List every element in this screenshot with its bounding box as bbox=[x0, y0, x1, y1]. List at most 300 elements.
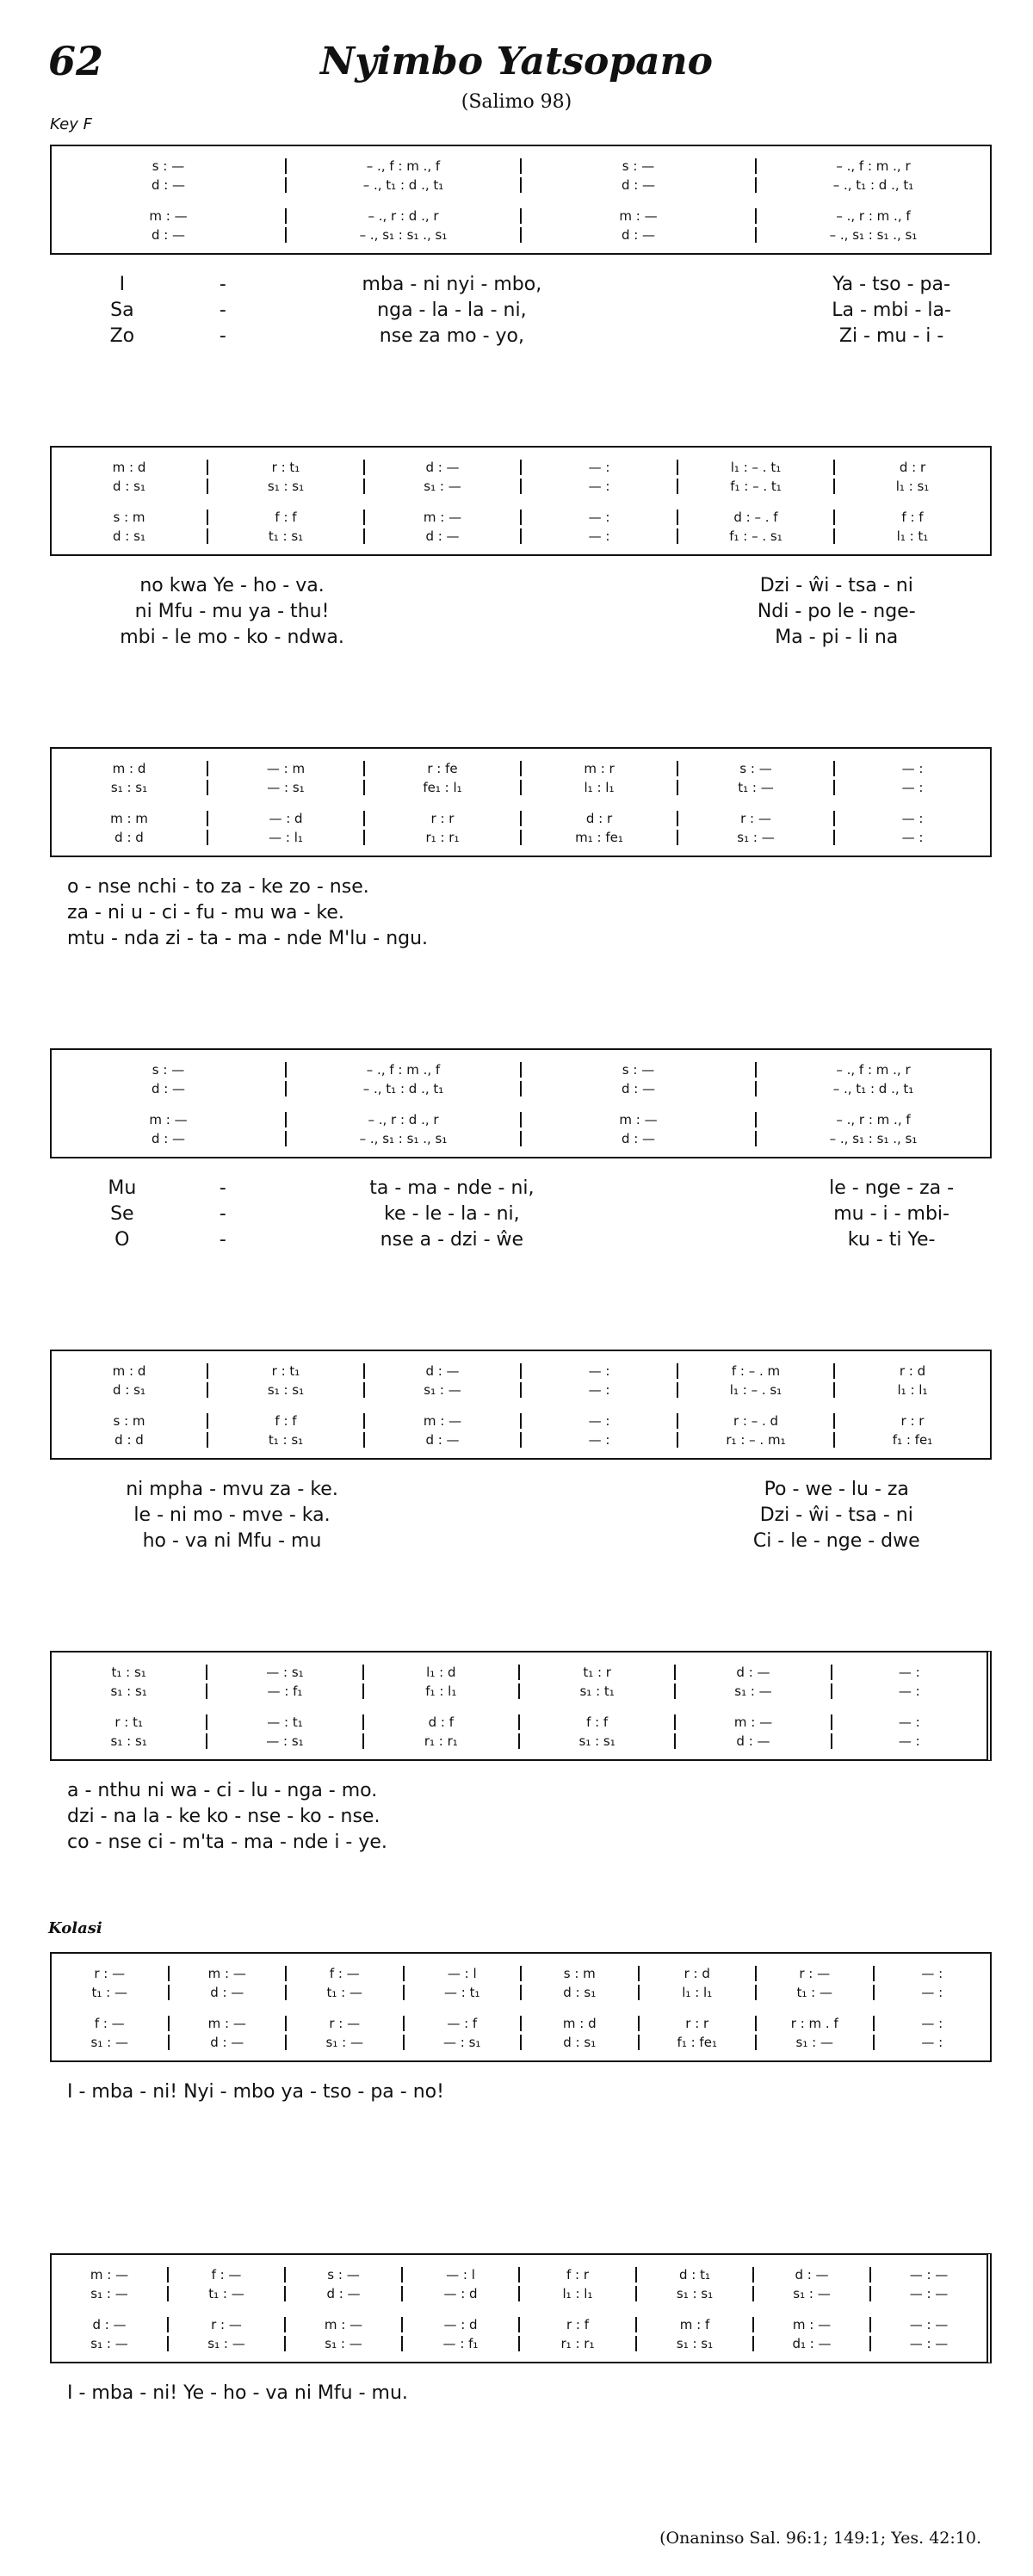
lyric-segment: ni Mfu - mu ya - thu! bbox=[134, 601, 330, 622]
solfa-measure: f : f bbox=[833, 510, 990, 525]
solfa-measure: f₁ : fe₁ bbox=[638, 2035, 756, 2050]
staff-system bbox=[50, 1048, 992, 1158]
solfa-measure: s₁ : s₁ bbox=[110, 1683, 147, 1699]
solfa-measure: d : f bbox=[362, 1714, 518, 1730]
solfa-measure: m : — bbox=[752, 2317, 869, 2332]
solfa-measure: m : — bbox=[363, 510, 520, 525]
solfa-measure: m : r bbox=[520, 761, 677, 776]
solfa-measure: l₁ : l₁ bbox=[833, 1382, 990, 1398]
solfa-measure: s : — bbox=[677, 761, 833, 776]
solfa-measure: f₁ : – . s₁ bbox=[677, 528, 833, 544]
solfa-measure: d : — bbox=[674, 1733, 830, 1749]
solfa-measure: m : — bbox=[363, 1413, 520, 1429]
solfa-measure: d : d bbox=[114, 830, 144, 845]
solfa-measure: f : — bbox=[285, 1966, 403, 1981]
solfa-measure: — : — bbox=[869, 2336, 987, 2351]
solfa-measure: — : bbox=[520, 1363, 677, 1379]
solfa-measure: — : l bbox=[403, 1966, 521, 1981]
solfa-row bbox=[52, 1081, 990, 1096]
solfa-measure: s : m bbox=[113, 510, 145, 525]
solfa-measure: – ., r : d ., r bbox=[285, 1112, 520, 1127]
solfa-measure: – ., f : m ., f bbox=[285, 158, 520, 174]
solfa-row bbox=[52, 1131, 990, 1146]
solfa-measure: — : f₁ bbox=[401, 2336, 518, 2351]
lyric-line bbox=[67, 575, 983, 597]
solfa-measure: — : bbox=[520, 1382, 677, 1398]
staff-system bbox=[50, 1651, 992, 1761]
solfa-measure: — : bbox=[833, 761, 990, 776]
lyric-segment: le - ni mo - mve - ka. bbox=[133, 1504, 331, 1526]
solfa-measure: — : l bbox=[401, 2267, 518, 2283]
solfa-measure: — : bbox=[520, 460, 677, 475]
lyric-segment: Ma - pi - li na bbox=[775, 627, 899, 648]
solfa-row bbox=[52, 2016, 990, 2031]
lyric-segment: - bbox=[219, 1229, 226, 1251]
solfa-measure: s₁ : s₁ bbox=[635, 2286, 752, 2301]
solfa-measure: — : bbox=[873, 2035, 991, 2050]
solfa-measure: f : f bbox=[207, 1413, 363, 1429]
lyric-segment: - bbox=[219, 325, 226, 347]
solfa-measure: s₁ : s₁ bbox=[207, 1382, 363, 1398]
lyric-segment: Sa bbox=[110, 300, 134, 321]
solfa-measure: – ., s₁ : s₁ ., s₁ bbox=[285, 1131, 520, 1146]
solfa-measure: r : d bbox=[638, 1966, 756, 1981]
lyric-segment: - bbox=[219, 1203, 226, 1225]
solfa-measure: — : bbox=[833, 830, 990, 845]
solfa-measure: d : r bbox=[833, 460, 990, 475]
solfa-measure: r : r bbox=[638, 2016, 756, 2031]
solfa-measure: d : — bbox=[520, 227, 755, 243]
solfa-measure: m : — bbox=[149, 1112, 188, 1127]
lyric-segment: le - nge - za - bbox=[829, 1177, 955, 1199]
solfa-row bbox=[52, 830, 990, 845]
solfa-row bbox=[52, 1413, 990, 1429]
staff-system bbox=[50, 2253, 992, 2363]
page-number: 62 bbox=[48, 38, 104, 84]
solfa-measure: l₁ : l₁ bbox=[520, 780, 677, 795]
lyric-segment: ho - va ni Mfu - mu bbox=[142, 1530, 322, 1552]
lyric-segment: mtu - nda zi - ta - ma - nde M'lu - ngu. bbox=[67, 928, 429, 949]
lyric-line bbox=[67, 1780, 983, 1802]
solfa-measure: – ., s₁ : s₁ ., s₁ bbox=[755, 227, 990, 243]
lyric-segment: a - nthu ni wa - ci - lu - nga - mo. bbox=[67, 1780, 378, 1801]
solfa-row bbox=[52, 1363, 990, 1379]
solfa-row bbox=[52, 208, 990, 224]
solfa-measure: d : s₁ bbox=[520, 1985, 638, 2000]
solfa-measure: m : — bbox=[168, 1966, 286, 1981]
solfa-row bbox=[52, 2317, 987, 2332]
lyric-line bbox=[67, 1504, 983, 1527]
solfa-measure: f₁ : – . t₁ bbox=[677, 479, 833, 494]
solfa-measure: f : f bbox=[518, 1714, 674, 1730]
solfa-measure: – ., t₁ : d ., t₁ bbox=[285, 177, 520, 193]
solfa-measure: d : t₁ bbox=[635, 2267, 752, 2283]
solfa-measure: l₁ : – . t₁ bbox=[677, 460, 833, 475]
solfa-measure: r : d bbox=[833, 1363, 990, 1379]
solfa-measure: m : d bbox=[112, 1363, 146, 1379]
solfa-measure: — : — bbox=[869, 2267, 987, 2283]
solfa-measure: f : — bbox=[167, 2267, 284, 2283]
solfa-measure: r : m . f bbox=[755, 2016, 873, 2031]
lyric-segment: I - mba - ni! Ye - ho - va ni Mfu - mu. bbox=[67, 2382, 408, 2404]
lyric-segment: Zi - mu - i - bbox=[838, 325, 944, 347]
solfa-measure: r : — bbox=[677, 811, 833, 826]
solfa-row bbox=[52, 1966, 990, 1981]
lyric-line bbox=[67, 1806, 983, 1828]
lyric-segment: mba - ni nyi - mbo, bbox=[362, 274, 542, 295]
lyric-segment: - bbox=[219, 1177, 226, 1199]
solfa-measure: d : s₁ bbox=[113, 479, 145, 494]
solfa-measure: s₁ : — bbox=[677, 830, 833, 845]
solfa-measure: r : — bbox=[285, 2016, 403, 2031]
solfa-measure: m : — bbox=[168, 2016, 286, 2031]
solfa-measure: m : d bbox=[520, 2016, 638, 2031]
solfa-measure: r : r bbox=[363, 811, 520, 826]
solfa-measure: — : bbox=[520, 510, 677, 525]
solfa-measure: r : — bbox=[94, 1966, 126, 1981]
solfa-measure: t₁ : s₁ bbox=[207, 1432, 363, 1448]
lyric-segment: no kwa Ye - ho - va. bbox=[139, 575, 325, 596]
solfa-measure: m : — bbox=[149, 208, 188, 224]
solfa-measure: s₁ : s₁ bbox=[207, 479, 363, 494]
solfa-measure: s₁ : — bbox=[674, 1683, 830, 1699]
solfa-row bbox=[52, 811, 990, 826]
solfa-measure: m : m bbox=[110, 811, 148, 826]
page-title: Nyimbo Yatsopano bbox=[319, 40, 714, 83]
solfa-measure: t₁ : — bbox=[167, 2286, 284, 2301]
solfa-measure: d : — bbox=[363, 460, 520, 475]
solfa-measure: r : r bbox=[833, 1413, 990, 1429]
page-subtitle: (Salimo 98) bbox=[461, 91, 572, 113]
solfa-measure: – ., s₁ : s₁ ., s₁ bbox=[285, 227, 520, 243]
solfa-measure: d : — bbox=[520, 1131, 755, 1146]
solfa-row bbox=[52, 1714, 987, 1730]
solfa-measure: s₁ : s₁ bbox=[110, 1733, 147, 1749]
key-signature: Key F bbox=[50, 115, 92, 133]
staff-system bbox=[50, 1350, 992, 1460]
solfa-measure: s₁ : — bbox=[285, 2035, 403, 2050]
solfa-measure: f₁ : fe₁ bbox=[833, 1432, 990, 1448]
solfa-measure: d₁ : — bbox=[752, 2336, 869, 2351]
solfa-measure: d : s₁ bbox=[520, 2035, 638, 2050]
solfa-measure: s : — bbox=[152, 158, 185, 174]
solfa-measure: r₁ : – . m₁ bbox=[677, 1432, 833, 1448]
lyric-segment: ku - ti Ye- bbox=[847, 1229, 936, 1251]
lyric-segment: mbi - le mo - ko - ndwa. bbox=[120, 627, 344, 648]
lyric-segment: La - mbi - la- bbox=[832, 300, 951, 321]
solfa-measure: r₁ : r₁ bbox=[518, 2336, 635, 2351]
solfa-measure: — : bbox=[831, 1683, 987, 1699]
solfa-measure: l₁ : d bbox=[362, 1665, 518, 1680]
solfa-row bbox=[52, 1382, 990, 1398]
lyric-segment: Po - we - lu - za bbox=[764, 1479, 909, 1500]
solfa-measure: — : bbox=[873, 2016, 991, 2031]
lyric-segment: za - ni u - ci - fu - mu wa - ke. bbox=[67, 902, 344, 924]
lyric-segment: Zo bbox=[109, 325, 135, 347]
solfa-measure: m : d bbox=[112, 761, 146, 776]
solfa-measure: m : — bbox=[90, 2267, 129, 2283]
solfa-measure: s : — bbox=[520, 1062, 755, 1078]
solfa-measure: d : — bbox=[284, 2286, 401, 2301]
lyric-segment: I - mba - ni! Nyi - mbo ya - tso - pa - no! bbox=[67, 2081, 444, 2103]
lyric-segment: Ya - tso - pa- bbox=[832, 274, 950, 295]
solfa-measure: d : — bbox=[674, 1665, 830, 1680]
solfa-measure: s₁ : s₁ bbox=[110, 780, 148, 795]
solfa-measure: s₁ : — bbox=[363, 1382, 520, 1398]
solfa-measure: s₁ : — bbox=[90, 2286, 128, 2301]
solfa-measure: — : s₁ bbox=[206, 1665, 362, 1680]
lyric-line bbox=[67, 601, 983, 623]
lyric-segment: ni mpha - mvu za - ke. bbox=[126, 1479, 338, 1500]
solfa-measure: m : — bbox=[520, 208, 755, 224]
solfa-measure: s₁ : — bbox=[167, 2336, 284, 2351]
solfa-measure: m : — bbox=[284, 2317, 401, 2332]
lyric-line bbox=[67, 325, 983, 348]
solfa-measure: — : bbox=[833, 811, 990, 826]
solfa-row bbox=[52, 2035, 990, 2050]
solfa-measure: m : — bbox=[674, 1714, 830, 1730]
solfa-measure: l₁ : l₁ bbox=[638, 1985, 756, 2000]
solfa-row bbox=[52, 1062, 990, 1078]
solfa-measure: d : — bbox=[168, 2035, 286, 2050]
solfa-measure: – ., f : m ., f bbox=[285, 1062, 520, 1078]
solfa-measure: m : — bbox=[520, 1112, 755, 1127]
solfa-measure: s₁ : s₁ bbox=[635, 2336, 752, 2351]
lyric-segment: co - nse ci - m'ta - ma - nde i - ye. bbox=[67, 1832, 387, 1853]
solfa-row bbox=[52, 1985, 990, 2000]
solfa-measure: s₁ : — bbox=[90, 2035, 128, 2050]
lyric-line bbox=[67, 274, 983, 296]
solfa-measure: s₁ : — bbox=[284, 2336, 401, 2351]
solfa-measure: — : bbox=[520, 1432, 677, 1448]
solfa-measure: — : t₁ bbox=[403, 1985, 521, 2000]
solfa-measure: d : r bbox=[520, 811, 677, 826]
solfa-measure: t₁ : r bbox=[518, 1665, 674, 1680]
chorus-label: Kolasi bbox=[48, 1919, 102, 1937]
staff-system bbox=[50, 747, 992, 857]
solfa-measure: r : – . d bbox=[677, 1413, 833, 1429]
solfa-measure: — : d bbox=[401, 2286, 518, 2301]
solfa-row bbox=[52, 177, 990, 193]
solfa-measure: – ., t₁ : d ., t₁ bbox=[285, 1081, 520, 1096]
lyric-segment: Ndi - po le - nge- bbox=[757, 601, 916, 622]
lyric-line bbox=[67, 1177, 983, 1200]
solfa-measure: — : bbox=[833, 780, 990, 795]
solfa-measure: – ., r : d ., r bbox=[285, 208, 520, 224]
solfa-row bbox=[52, 1665, 987, 1680]
lyric-line bbox=[67, 627, 983, 649]
solfa-measure: d : s₁ bbox=[113, 528, 145, 544]
solfa-measure: d : d bbox=[114, 1432, 144, 1448]
solfa-measure: t₁ : s₁ bbox=[207, 528, 363, 544]
solfa-measure: m₁ : fe₁ bbox=[520, 830, 677, 845]
lyric-line bbox=[67, 928, 983, 950]
solfa-measure: – ., f : m ., r bbox=[755, 158, 990, 174]
staff-system bbox=[50, 446, 992, 556]
solfa-measure: r : fe bbox=[363, 761, 520, 776]
solfa-measure: m : f bbox=[635, 2317, 752, 2332]
solfa-row bbox=[52, 1683, 987, 1699]
lyric-segment: nse a - dzi - ŵe bbox=[380, 1229, 524, 1251]
lyric-segment: I bbox=[119, 274, 126, 295]
solfa-measure: d : — bbox=[151, 1081, 186, 1096]
solfa-row bbox=[52, 479, 990, 494]
solfa-row bbox=[52, 761, 990, 776]
solfa-measure: d : — bbox=[151, 1131, 186, 1146]
lyric-line bbox=[67, 2382, 983, 2405]
solfa-measure: — : bbox=[873, 1985, 991, 2000]
solfa-measure: r : f bbox=[518, 2317, 635, 2332]
lyric-line bbox=[67, 1203, 983, 1226]
lyric-segment: ke - le - la - ni, bbox=[384, 1203, 520, 1225]
solfa-measure: — : s₁ bbox=[206, 1733, 362, 1749]
solfa-measure: — : bbox=[520, 479, 677, 494]
solfa-measure: l₁ : s₁ bbox=[833, 479, 990, 494]
solfa-measure: f : – . m bbox=[677, 1363, 833, 1379]
solfa-row bbox=[52, 510, 990, 525]
solfa-row bbox=[52, 1432, 990, 1448]
staff-system bbox=[50, 145, 992, 255]
solfa-row bbox=[52, 780, 990, 795]
lyric-line bbox=[67, 902, 983, 924]
solfa-measure: — : bbox=[520, 1413, 677, 1429]
solfa-measure: — : — bbox=[869, 2317, 987, 2332]
solfa-measure: r : — bbox=[755, 1966, 873, 1981]
solfa-measure: r₁ : r₁ bbox=[362, 1733, 518, 1749]
solfa-measure: t₁ : — bbox=[677, 780, 833, 795]
solfa-measure: s₁ : — bbox=[90, 2336, 128, 2351]
solfa-measure: s₁ : — bbox=[755, 2035, 873, 2050]
lyric-segment: dzi - na la - ke ko - nse - ko - nse. bbox=[67, 1806, 380, 1827]
solfa-measure: t₁ : s₁ bbox=[111, 1665, 146, 1680]
solfa-measure: — : s₁ bbox=[207, 780, 363, 795]
solfa-measure: t₁ : — bbox=[91, 1985, 127, 2000]
solfa-measure: s₁ : t₁ bbox=[518, 1683, 674, 1699]
solfa-measure: s : m bbox=[113, 1413, 145, 1429]
solfa-measure: — : l₁ bbox=[207, 830, 363, 845]
solfa-measure: f₁ : l₁ bbox=[362, 1683, 518, 1699]
lyric-line bbox=[67, 1530, 983, 1553]
solfa-measure: r : t₁ bbox=[207, 460, 363, 475]
solfa-measure: — : d bbox=[401, 2317, 518, 2332]
solfa-row bbox=[52, 2286, 987, 2301]
lyric-segment: mu - i - mbi- bbox=[833, 1203, 949, 1225]
lyric-segment: ta - ma - nde - ni, bbox=[369, 1177, 535, 1199]
solfa-measure: — : bbox=[831, 1733, 987, 1749]
solfa-measure: d : — bbox=[151, 227, 186, 243]
solfa-measure: – ., t₁ : d ., t₁ bbox=[755, 1081, 990, 1096]
solfa-measure: r : t₁ bbox=[114, 1714, 143, 1730]
solfa-measure: d : – . f bbox=[677, 510, 833, 525]
lyric-segment: nga - la - la - ni, bbox=[377, 300, 527, 321]
solfa-measure: l₁ : t₁ bbox=[833, 528, 990, 544]
solfa-measure: — : f₁ bbox=[206, 1683, 362, 1699]
solfa-measure: d : — bbox=[168, 1985, 286, 2000]
solfa-measure: — : s₁ bbox=[403, 2035, 521, 2050]
solfa-measure: — : bbox=[831, 1714, 987, 1730]
solfa-measure: — : t₁ bbox=[206, 1714, 362, 1730]
solfa-measure: f : r bbox=[518, 2267, 635, 2283]
solfa-measure: d : — bbox=[363, 1363, 520, 1379]
lyric-line bbox=[67, 300, 983, 322]
lyric-segment: Se bbox=[110, 1203, 134, 1225]
solfa-measure: d : s₁ bbox=[113, 1382, 145, 1398]
solfa-measure: — : f bbox=[403, 2016, 521, 2031]
staff-system bbox=[50, 1952, 992, 2062]
solfa-row bbox=[52, 158, 990, 174]
solfa-measure: f : f bbox=[207, 510, 363, 525]
solfa-row bbox=[52, 2267, 987, 2283]
solfa-measure: fe₁ : l₁ bbox=[363, 780, 520, 795]
solfa-measure: — : — bbox=[869, 2286, 987, 2301]
solfa-measure: r : t₁ bbox=[207, 1363, 363, 1379]
lyric-line bbox=[67, 1479, 983, 1501]
lyric-segment: - bbox=[219, 274, 226, 295]
solfa-measure: t₁ : — bbox=[285, 1985, 403, 2000]
solfa-measure: d : — bbox=[363, 528, 520, 544]
lyric-line bbox=[67, 876, 983, 899]
solfa-measure: – ., t₁ : d ., t₁ bbox=[755, 177, 990, 193]
lyric-segment: Ci - le - nge - dwe bbox=[752, 1530, 920, 1552]
solfa-measure: s₁ : — bbox=[363, 479, 520, 494]
solfa-row bbox=[52, 528, 990, 544]
solfa-row bbox=[52, 1733, 987, 1749]
lyric-line bbox=[67, 2081, 983, 2103]
solfa-measure: l₁ : – . s₁ bbox=[677, 1382, 833, 1398]
lyric-segment: Mu bbox=[108, 1177, 137, 1199]
scripture-footnote: (Onaninso Sal. 96:1; 149:1; Yes. 42:10. bbox=[659, 2529, 981, 2548]
solfa-measure: — : bbox=[873, 1966, 991, 1981]
solfa-measure: — : m bbox=[207, 761, 363, 776]
solfa-measure: s : m bbox=[520, 1966, 638, 1981]
lyric-segment: Dzi - ŵi - tsa - ni bbox=[759, 1504, 913, 1526]
solfa-measure: d : — bbox=[752, 2267, 869, 2283]
solfa-measure: r : — bbox=[167, 2317, 284, 2332]
solfa-measure: f : — bbox=[94, 2016, 125, 2031]
solfa-measure: – ., s₁ : s₁ ., s₁ bbox=[755, 1131, 990, 1146]
lyric-segment: Dzi - ŵi - tsa - ni bbox=[759, 575, 913, 596]
solfa-measure: — : bbox=[520, 528, 677, 544]
solfa-measure: – ., f : m ., r bbox=[755, 1062, 990, 1078]
solfa-row bbox=[52, 227, 990, 243]
solfa-measure: t₁ : — bbox=[755, 1985, 873, 2000]
lyric-segment: nse za mo - yo, bbox=[379, 325, 524, 347]
lyric-line bbox=[67, 1832, 983, 1854]
solfa-row bbox=[52, 460, 990, 475]
lyric-segment: o - nse nchi - to za - ke zo - nse. bbox=[67, 876, 369, 898]
solfa-measure: – ., r : m ., f bbox=[755, 208, 990, 224]
solfa-measure: m : d bbox=[112, 460, 146, 475]
lyric-segment: O bbox=[114, 1229, 130, 1251]
solfa-row bbox=[52, 1112, 990, 1127]
solfa-measure: — : d bbox=[207, 811, 363, 826]
solfa-measure: s : — bbox=[284, 2267, 401, 2283]
lyric-segment: - bbox=[219, 300, 226, 321]
solfa-row bbox=[52, 2336, 987, 2351]
solfa-measure: s : — bbox=[152, 1062, 185, 1078]
solfa-measure: s : — bbox=[520, 158, 755, 174]
solfa-measure: — : bbox=[831, 1665, 987, 1680]
solfa-measure: r₁ : r₁ bbox=[363, 830, 520, 845]
solfa-measure: d : — bbox=[151, 177, 186, 193]
lyric-line bbox=[67, 1229, 983, 1251]
solfa-measure: d : — bbox=[520, 177, 755, 193]
solfa-measure: s₁ : — bbox=[752, 2286, 869, 2301]
solfa-measure: – ., r : m ., f bbox=[755, 1112, 990, 1127]
solfa-measure: s₁ : s₁ bbox=[518, 1733, 674, 1749]
solfa-measure: d : — bbox=[363, 1432, 520, 1448]
solfa-measure: d : — bbox=[520, 1081, 755, 1096]
